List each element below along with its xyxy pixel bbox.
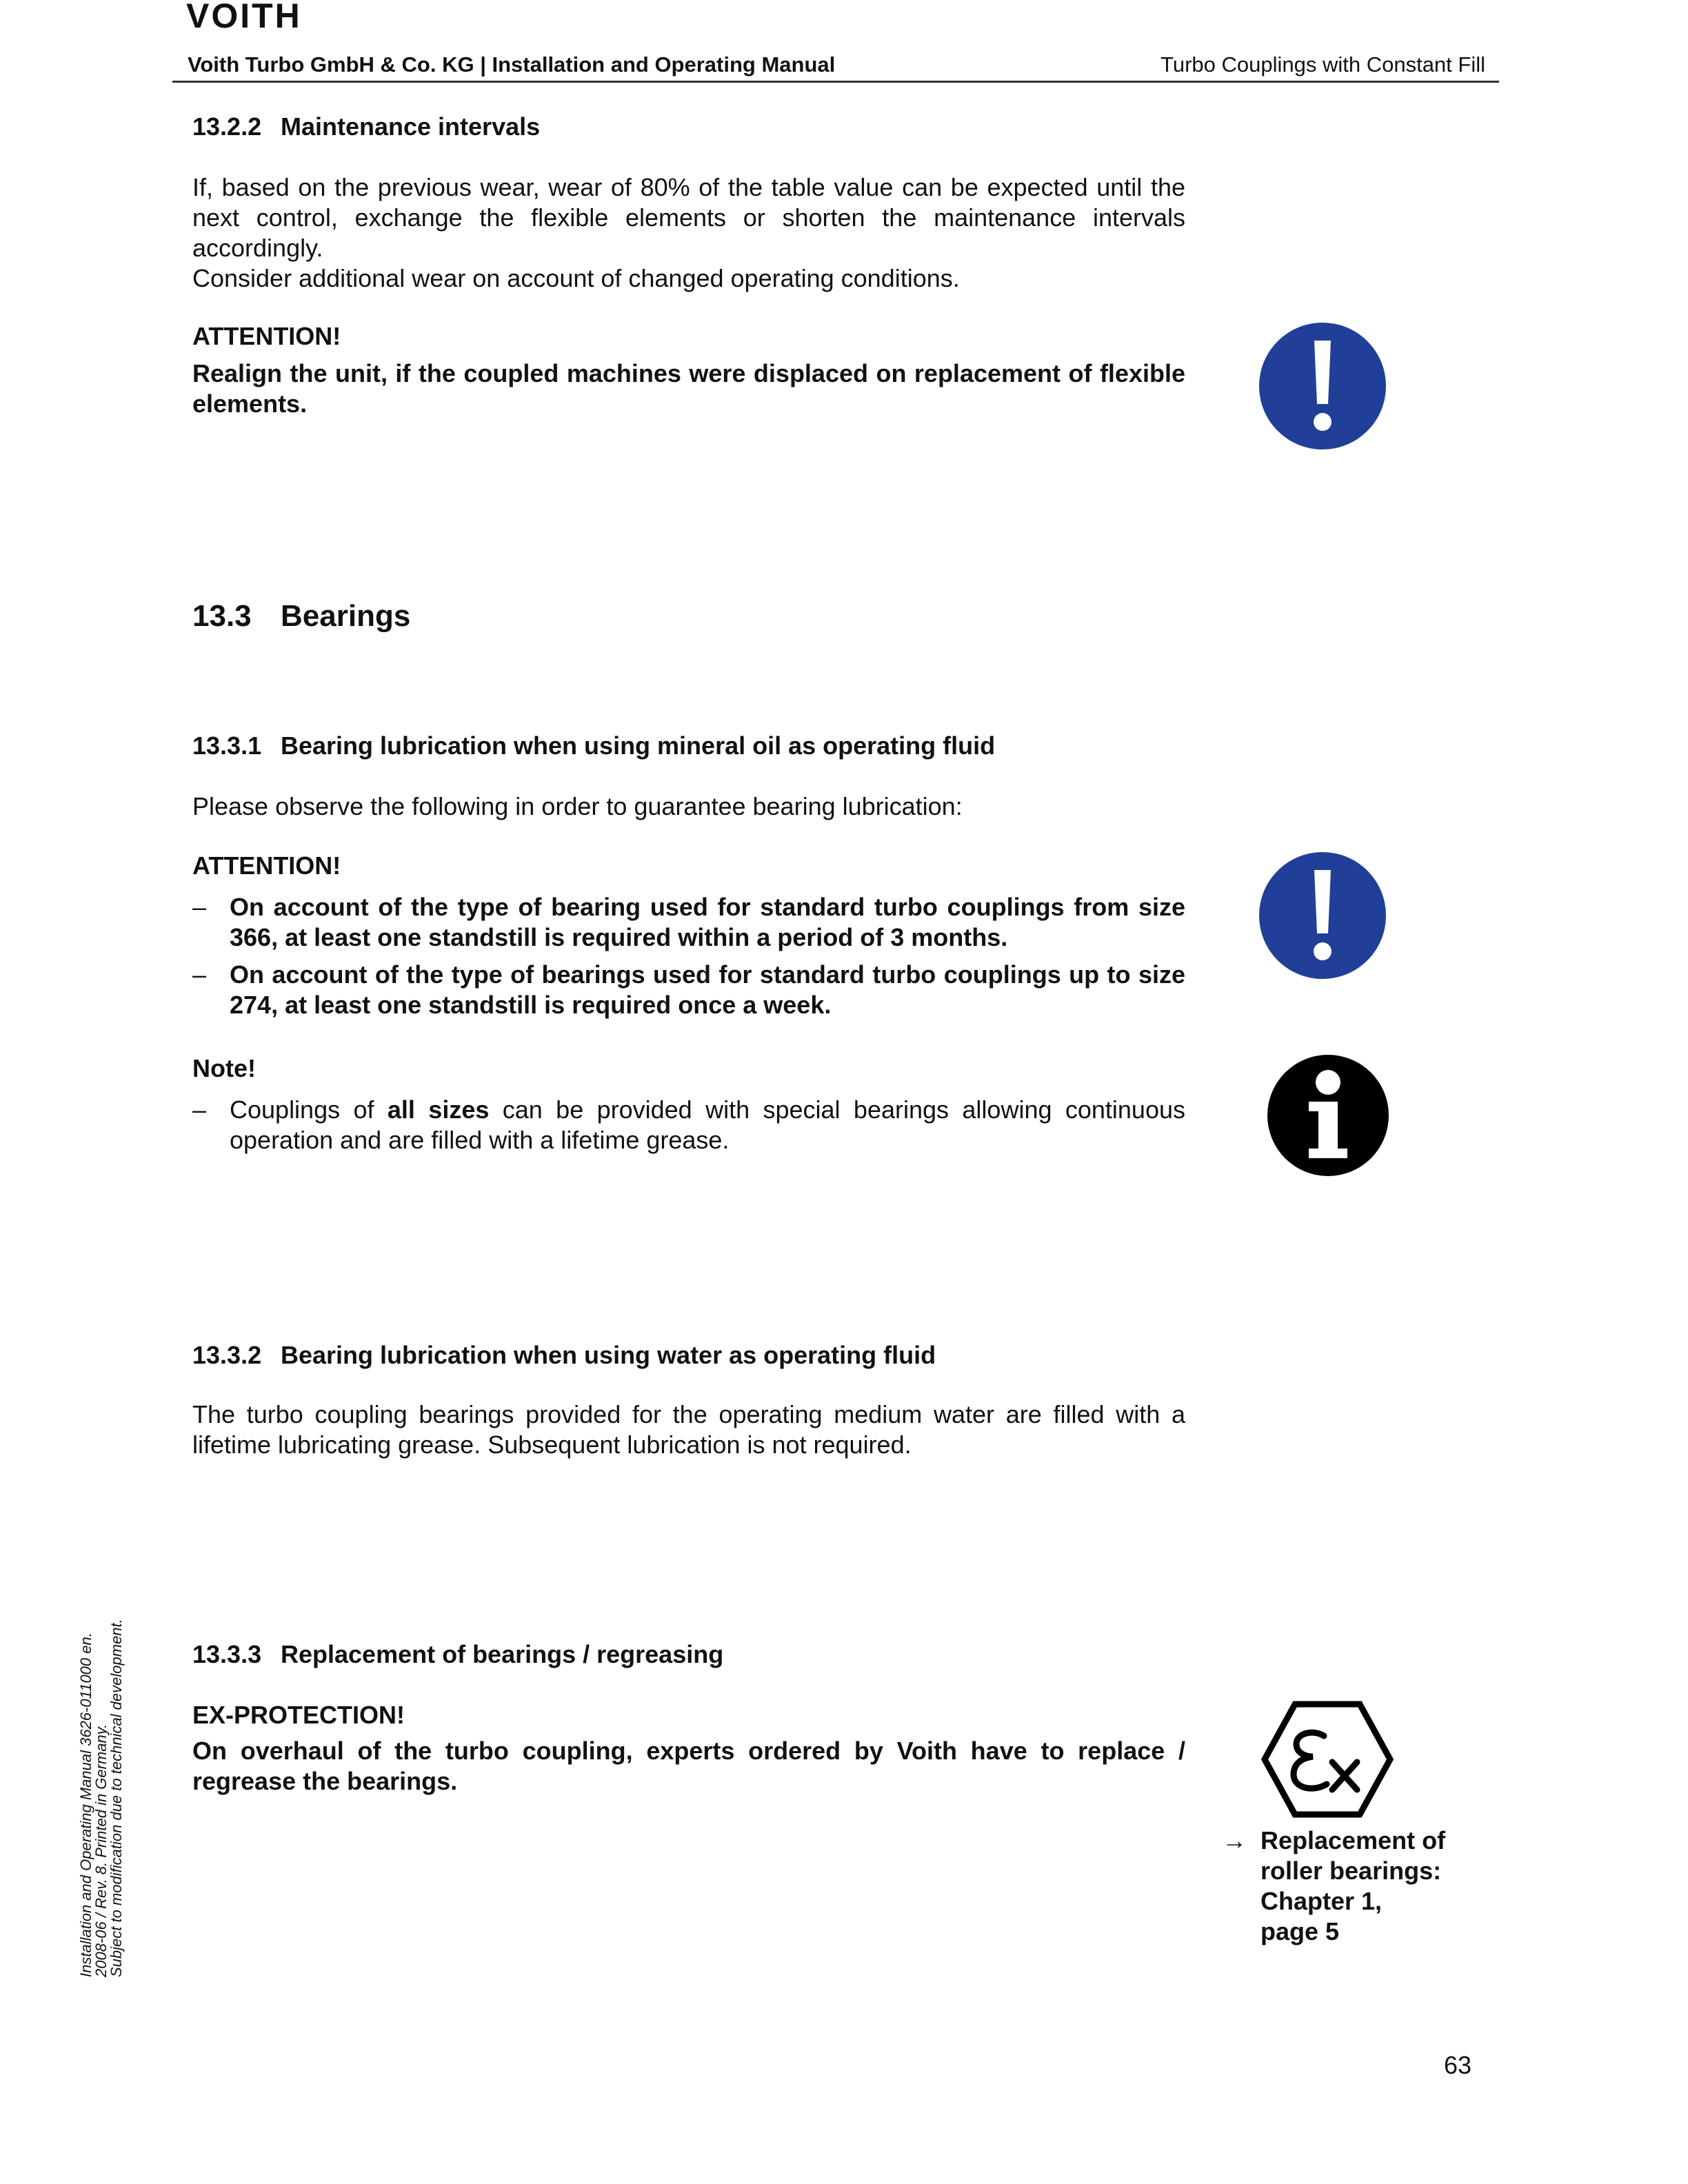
side-note-line: roller bearings:	[1260, 1857, 1442, 1885]
attention-list	[192, 892, 1185, 1020]
ex-protection-icon	[1260, 1700, 1394, 1822]
section-title: Replacement of bearings / regreasing	[281, 1640, 724, 1668]
section-title: Bearings	[281, 599, 411, 633]
heading-13-3	[192, 601, 1185, 631]
section-number: 13.3.1	[192, 731, 262, 760]
list-item	[192, 1095, 1185, 1155]
water-lubrication-text: The turbo coupling bearings provided for the operating medium water are filled with a lifetime lubricating grease. Subsequent lubrication is not required.	[192, 1400, 1185, 1459]
heading-13-2-2	[192, 112, 1185, 142]
heading-13-3-3	[192, 1639, 1185, 1670]
section-number: 13.3.2	[192, 1341, 262, 1369]
info-icon	[1266, 1053, 1390, 1181]
attention-text-1: Realign the unit, if the coupled machines were displaced on replacement of flexible elements.	[192, 359, 1185, 418]
note-text: Couplings of	[230, 1095, 388, 1124]
maintenance-paragraph: If, based on the previous wear, wear of 80% of the table value can be expected until the next control, exchange the flexible elements or shorten the maintenance intervals accordingly.	[192, 173, 1185, 262]
note-text: can be provided with special bearings allowing continuous operation and are filled with a lifetime grease.	[230, 1095, 1185, 1154]
ex-protection-label: EX-PROTECTION!	[192, 1701, 405, 1729]
list-item: – On account of the type of bearing used for standard turbo couplings from size 366, at least one standstill is required within a period of 3 months.	[192, 892, 1185, 953]
ex-protection-text: On overhaul of the turbo coupling, experts ordered by Voith have to replace / regrease the bearings.	[192, 1737, 1185, 1795]
footer-line: 2008-06 / Rev. 8. Printed in Germany.	[92, 1723, 110, 1977]
attention-label-2: ATTENTION!	[192, 851, 341, 880]
section-number: 13.2.2	[192, 112, 262, 141]
page-number: 63	[1444, 2051, 1472, 2079]
header-rule	[172, 81, 1499, 83]
footer-line: Installation and Operating Manual 3626-011000 en.	[77, 1632, 94, 1977]
lubrication-intro: Please observe the following in order to guarantee bearing lubrication:	[192, 792, 963, 820]
note-list	[192, 1095, 1185, 1155]
side-note-line: Chapter 1,	[1260, 1887, 1383, 1915]
vertical-footer	[79, 1619, 124, 1977]
list-item: – On account of the type of bearings used for standard turbo couplings up to size 274, at least one standstill is required once a week.	[192, 960, 1185, 1020]
note-label: Note!	[192, 1054, 256, 1082]
footer-line: Subject to modification due to technical development.	[108, 1619, 125, 1977]
section-title: Maintenance intervals	[281, 112, 541, 141]
section-title: Bearing lubrication when using water as operating fluid	[281, 1341, 936, 1369]
side-note-line: page 5	[1260, 1917, 1340, 1945]
header-left: Voith Turbo GmbH & Co. KG | Installation and Operating Manual	[188, 52, 836, 77]
attention-label-1: ATTENTION!	[192, 322, 341, 350]
note-emphasis: all sizes	[387, 1095, 490, 1124]
voith-logo: VOITH	[186, 0, 302, 35]
exclamation-icon	[1258, 321, 1387, 454]
section-number: 13.3.3	[192, 1640, 262, 1668]
heading-13-3-1	[192, 731, 1185, 761]
maintenance-text	[192, 172, 1185, 294]
header-right: Turbo Couplings with Constant Fill	[1160, 52, 1485, 77]
heading-13-3-2	[192, 1340, 1185, 1371]
exclamation-icon	[1258, 851, 1387, 984]
arrow-right-icon: →	[1222, 1826, 1247, 1854]
side-note-reference	[1222, 1826, 1511, 1947]
section-title: Bearing lubrication when using mineral oil as operating fluid	[281, 731, 996, 760]
side-note-line: Replacement of	[1260, 1826, 1446, 1854]
maintenance-paragraph-2: Consider additional wear on account of changed operating conditions.	[192, 264, 960, 292]
section-number: 13.3	[192, 599, 252, 633]
